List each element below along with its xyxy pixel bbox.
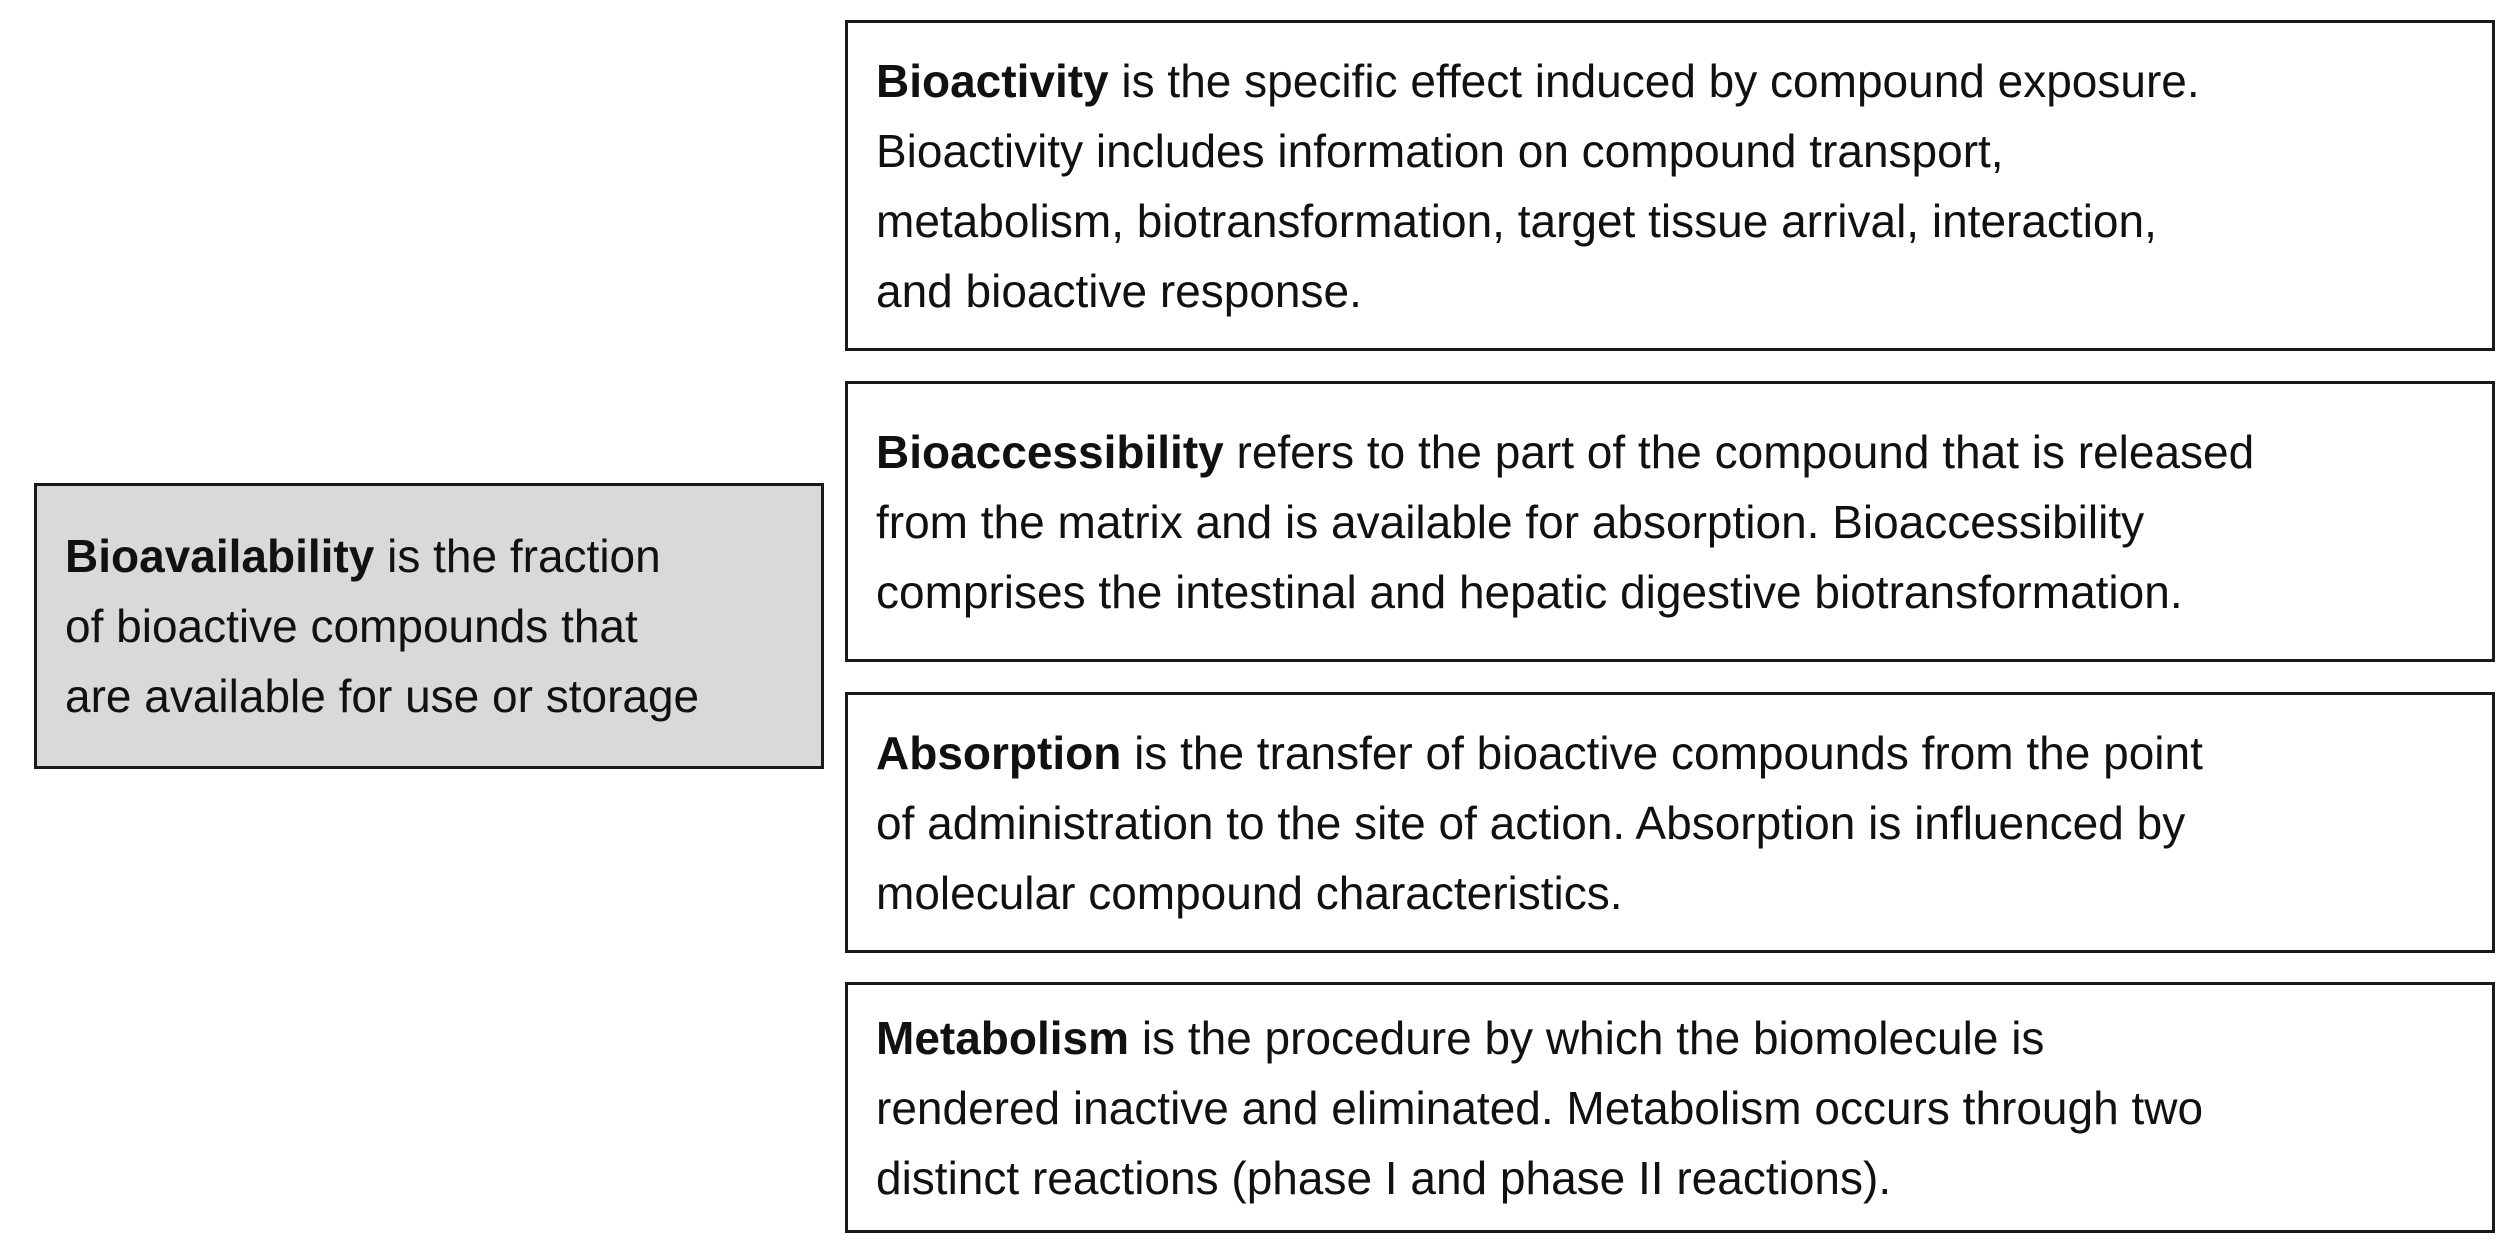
bioaccessibility-box [845,381,2495,662]
absorption-text [876,718,2203,928]
metabolism-line-1: is the procedure by which the biomolecule is [1129,1011,2045,1064]
bioaccessibility-line-3: comprises the intestinal and hepatic digestive biotransformation. [876,565,2183,618]
absorption-line-3: molecular compound characteristics. [876,866,1623,919]
bioavailability-line-2: of bioactive compounds that [65,600,638,652]
metabolism-line-3: distinct reactions (phase I and phase II reactions). [876,1151,1892,1204]
metabolism-term: Metabolism [876,1011,1130,1064]
bioavailability-term: Bioavailability [65,530,375,582]
bioactivity-line-4: and bioactive response. [876,264,1362,317]
bioactivity-line-1: is the specific effect induced by compound exposure. [1108,54,2200,107]
bioavailability-line-3: are available for use or storage [65,670,700,722]
bioactivity-term: Bioactivity [876,54,1109,107]
bioaccessibility-text [876,417,2254,627]
bioactivity-text [876,46,2200,326]
bioavailability-text [65,521,699,731]
metabolism-line-2: rendered inactive and eliminated. Metabolism occurs through two [876,1081,2204,1134]
bioaccessibility-line-2: from the matrix and is available for absorption. Bioaccessibility [876,495,2145,548]
bioaccessibility-line-1: refers to the part of the compound that is released [1223,425,2255,478]
absorption-box [845,692,2495,953]
metabolism-text [876,1003,2203,1213]
absorption-line-1: is the transfer of bioactive compounds from the point [1121,726,2203,779]
absorption-term: Absorption [876,726,1122,779]
bioactivity-line-3: metabolism, biotransformation, target tissue arrival, interaction, [876,194,2157,247]
bioactivity-line-2: Bioactivity includes information on compound transport, [876,124,2004,177]
absorption-line-2: of administration to the site of action. Absorption is influenced by [876,796,2186,849]
bioavailability-box [34,483,824,769]
bioactivity-box [845,20,2495,351]
bioavailability-line-1: is the fraction [374,530,661,582]
metabolism-box [845,982,2495,1233]
bioaccessibility-term: Bioaccessibility [876,425,1224,478]
